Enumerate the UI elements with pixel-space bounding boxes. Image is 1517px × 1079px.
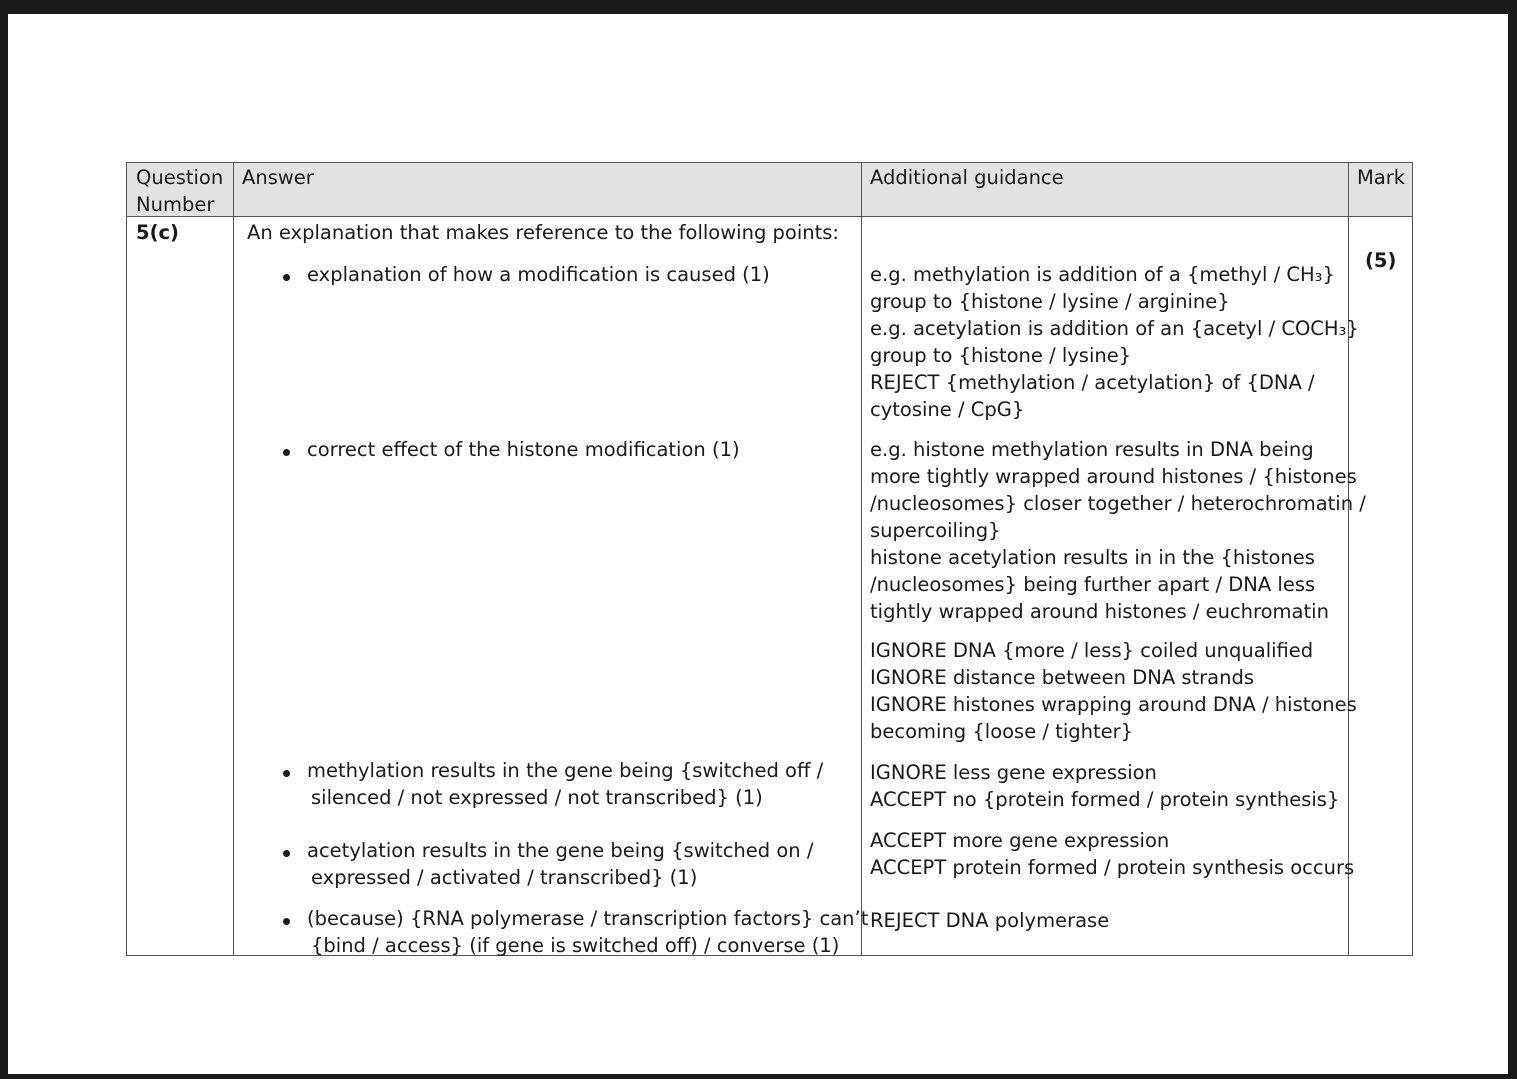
guidance-line: REJECT {methylation / acetylation} of {DNA /: [870, 371, 1315, 394]
answer-point-line: (because) {RNA polymerase / transcription factors} can’t: [307, 907, 869, 930]
guidance-line: IGNORE histones wrapping around DNA / histones: [870, 693, 1357, 716]
guidance-line: group to {histone / lysine / arginine}: [870, 290, 1230, 313]
guidance-block: [870, 827, 1354, 881]
guidance-line: more tightly wrapped around histones / {histones: [870, 465, 1357, 488]
guidance-line: becoming {loose / tighter}: [870, 720, 1134, 743]
header-question-number-line1: Question: [136, 166, 224, 189]
mark-cell: (5): [1365, 249, 1397, 272]
bullet-icon: [283, 449, 290, 456]
guidance-block: [870, 907, 1109, 934]
answer-point-line: silenced / not expressed / not transcribed} (1): [311, 786, 763, 809]
guidance-block: [870, 436, 1366, 625]
guidance-line: tightly wrapped around histones / euchromatin: [870, 600, 1329, 623]
document-page: [8, 14, 1508, 1074]
column-divider: [861, 163, 862, 955]
guidance-line: e.g. acetylation is addition of an {acetyl / COCH₃}: [870, 317, 1359, 340]
answer-intro: An explanation that makes reference to the following points:: [247, 221, 839, 244]
guidance-block: [870, 261, 1359, 423]
answer-point-line: acetylation results in the gene being {switched on /: [307, 839, 814, 862]
guidance-line: REJECT DNA polymerase: [870, 909, 1110, 932]
guidance-line: ACCEPT more gene expression: [870, 829, 1170, 852]
guidance-line: cytosine / CpG}: [870, 398, 1025, 421]
mark-scheme-table: [126, 162, 1413, 956]
header-answer: Answer: [242, 166, 314, 189]
guidance-line: IGNORE less gene expression: [870, 761, 1157, 784]
bullet-icon: [283, 918, 290, 925]
guidance-line: group to {histone / lysine}: [870, 344, 1132, 367]
answer-point-line: methylation results in the gene being {switched off /: [307, 759, 824, 782]
bullet-icon: [283, 274, 290, 281]
guidance-block: [870, 759, 1339, 813]
question-number-cell: 5(c): [136, 221, 179, 244]
guidance-line: e.g. histone methylation results in DNA being: [870, 438, 1314, 461]
header-mark: Mark: [1357, 166, 1406, 189]
header-additional-guidance: Additional guidance: [870, 166, 1064, 189]
guidance-line: ACCEPT no {protein formed / protein synthesis}: [870, 788, 1340, 811]
guidance-line: histone acetylation results in in the {histones: [870, 546, 1315, 569]
guidance-block: [870, 637, 1357, 745]
guidance-line: /nucleosomes} being further apart / DNA less: [870, 573, 1316, 596]
header-question-number-line2: Number: [136, 193, 215, 216]
answer-point-line: expressed / activated / transcribed} (1): [311, 866, 698, 889]
bullet-icon: [283, 850, 290, 857]
answer-point-line: correct effect of the histone modification (1): [307, 438, 740, 461]
guidance-line: ACCEPT protein formed / protein synthesis occurs: [870, 856, 1355, 879]
bullet-icon: [283, 770, 290, 777]
guidance-line: IGNORE DNA {more / less} coiled unqualified: [870, 639, 1314, 662]
table-header-row: [127, 163, 1412, 217]
guidance-line: supercoiling}: [870, 519, 1001, 542]
guidance-line: /nucleosomes} closer together / heterochromatin /: [870, 492, 1366, 515]
answer-point-line: {bind / access} (if gene is switched off) / converse (1): [311, 934, 840, 957]
column-divider: [233, 163, 234, 955]
guidance-line: e.g. methylation is addition of a {methyl / CH₃}: [870, 263, 1335, 286]
guidance-line: IGNORE distance between DNA strands: [870, 666, 1255, 689]
answer-point-line: explanation of how a modification is caused (1): [307, 263, 770, 286]
header-question-number: [136, 164, 223, 218]
